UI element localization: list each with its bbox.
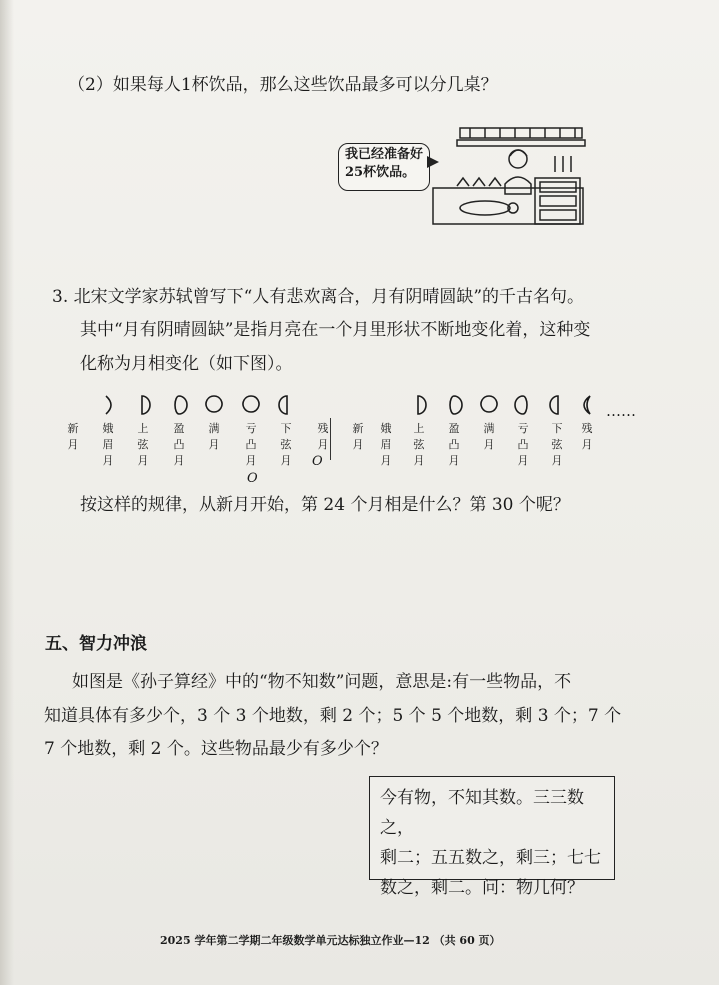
moon-phase-label-5: 满月 bbox=[208, 422, 220, 451]
speech-bubble-tail bbox=[427, 156, 439, 168]
page-edge-shadow bbox=[0, 0, 14, 985]
moon-phase-label-15: 下弦月 bbox=[551, 422, 563, 467]
moon-phase-icon-7 bbox=[275, 393, 297, 417]
moon-phase-label-16: 残月 bbox=[581, 422, 593, 451]
moon-phase-icon-5 bbox=[203, 393, 225, 417]
moon-phase-icon-4 bbox=[168, 393, 190, 417]
moon-phase-label-14: 亏凸月 bbox=[517, 422, 529, 467]
moon-phase-icon-10 bbox=[375, 393, 397, 417]
quote-line-2: 剩二；五五数之，剩三；七七 bbox=[380, 848, 601, 868]
moon-phase-icon-1 bbox=[62, 393, 84, 417]
handwritten-mark-1: O bbox=[247, 471, 258, 486]
moon-phase-icon-13 bbox=[478, 393, 500, 417]
moon-phase-icon-15 bbox=[546, 393, 568, 417]
moon-phase-label-9: 新月 bbox=[352, 422, 364, 451]
question-3-ask: 按这样的规律，从新月开始，第 24 个月相是什么？第 30 个呢？ bbox=[80, 495, 570, 515]
moon-phase-label-4: 盈凸月 bbox=[173, 422, 185, 467]
quote-line-1: 今有物，不知其数。三三数之， bbox=[380, 788, 584, 838]
moon-phase-label-11: 上弦月 bbox=[413, 422, 425, 467]
moon-phase-icon-14 bbox=[512, 393, 534, 417]
moon-phase-label-6: 亏凸月 bbox=[245, 422, 257, 467]
ancient-text-box bbox=[369, 776, 615, 898]
moon-phase-label-1: 新月 bbox=[67, 422, 79, 451]
speech-bubble bbox=[338, 143, 430, 191]
moon-phase-label-2: 娥眉月 bbox=[102, 422, 114, 467]
bubble-line-2: 25杯饮品。 bbox=[345, 165, 416, 180]
moon-phase-label-10: 娥眉月 bbox=[380, 422, 392, 467]
quote-line-3: 数之，剩二。问：物几何？ bbox=[380, 878, 584, 898]
moon-phase-label-3: 上弦月 bbox=[137, 422, 149, 467]
handwritten-mark-2: O bbox=[312, 454, 323, 469]
bubble-line-1: 我已经准备好 bbox=[345, 147, 424, 162]
section-5-line-2: 知道具体有多少个，3 个 3 个地数，剩 2 个；5 个 5 个地数，剩 3 个；7 个 bbox=[44, 706, 622, 726]
page-footer: 2025 学年第二学期二年级数学单元达标独立作业—12 （共 60 页） bbox=[160, 934, 501, 947]
section-5-line-3: 7 个地数，剩 2 个。这些物品最少有多少个？ bbox=[44, 739, 388, 759]
moon-phase-icon-6 bbox=[240, 393, 262, 417]
cycle-divider bbox=[330, 418, 331, 460]
section-5-title: 五、智力冲浪 bbox=[45, 634, 147, 654]
question-3-line-1: 3. 北宋文学家苏轼曾写下“人有悲欢离合，月有阴晴圆缺”的千古名句。 bbox=[52, 287, 585, 307]
question-3-line-3: 化称为月相变化（如下图）。 bbox=[80, 354, 293, 374]
moon-phase-icon-11 bbox=[408, 393, 430, 417]
moon-phase-icon-8 bbox=[312, 393, 334, 417]
question-2-text: （2）如果每人1杯饮品，那么这些饮品最多可以分几桌？ bbox=[68, 75, 498, 95]
section-5-line-1: 如图是《孙子算经》中的“物不知数”问题，意思是:有一些物品，不 bbox=[72, 672, 572, 692]
moon-phase-row bbox=[60, 393, 660, 473]
moon-phase-icon-3 bbox=[132, 393, 154, 417]
moon-phase-label-12: 盈凸月 bbox=[448, 422, 460, 467]
moon-phase-icon-2 bbox=[97, 393, 119, 417]
moon-phase-icon-16 bbox=[576, 393, 598, 417]
moon-phase-label-8: 残月 bbox=[317, 422, 329, 451]
moon-phase-icon-12 bbox=[443, 393, 465, 417]
ellipsis: …… bbox=[606, 402, 636, 420]
moon-phase-label-13: 满月 bbox=[483, 422, 495, 451]
moon-phase-label-7: 下弦月 bbox=[280, 422, 292, 467]
question-3-line-2: 其中“月有阴晴圆缺”是指月亮在一个月里形状不断地变化着，这种变 bbox=[80, 320, 591, 340]
moon-phase-icon-9 bbox=[347, 393, 369, 417]
